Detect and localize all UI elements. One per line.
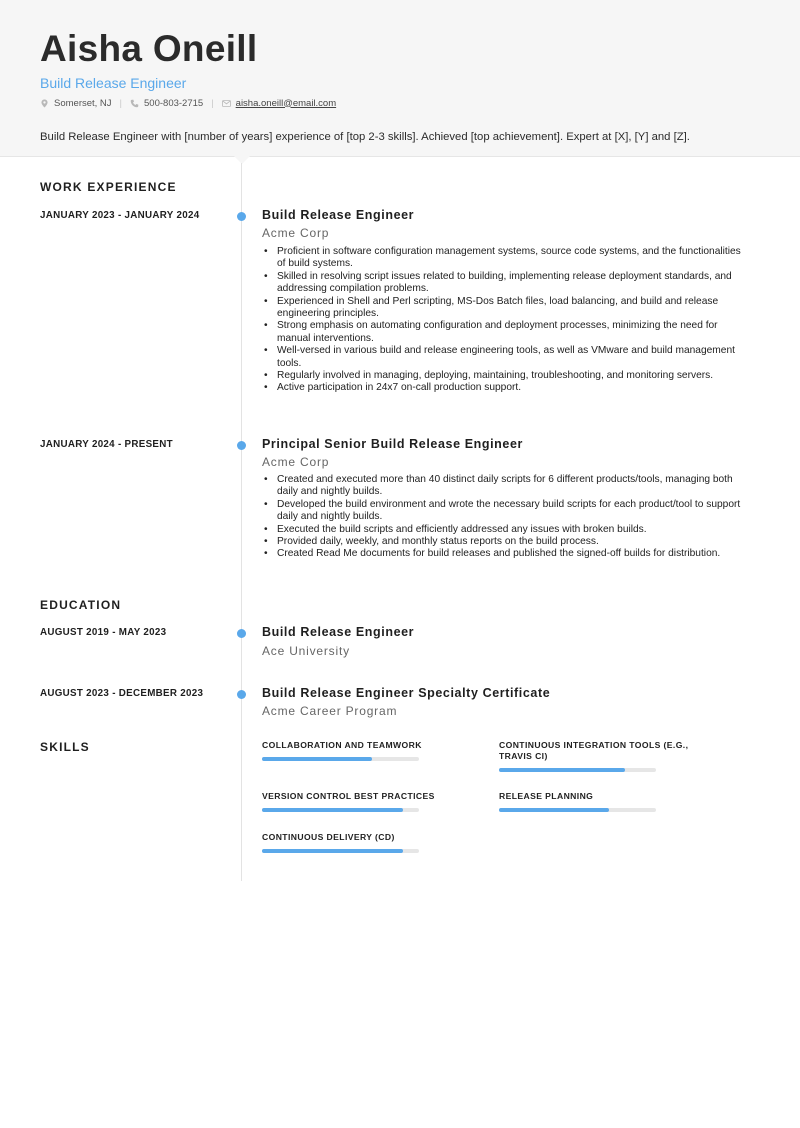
list-item: • Created and executed more than 40 distinct daily scripts for 6 different products/tools, managing both daily and nightly builds.: [262, 474, 744, 499]
timeline-line: [241, 163, 242, 881]
timeline-dot: [237, 690, 246, 699]
contact-separator: |: [211, 97, 214, 109]
list-item: • Well-versed in various build and release engineering tools, as well as VMware and build management tools.: [262, 345, 744, 370]
education-entry-2-title: Build Release Engineer Specialty Certificate: [262, 686, 551, 700]
education-entry-1-school: Ace University: [262, 644, 350, 658]
work-entry-2-bullets: [262, 474, 744, 561]
phone-text: 500-803-2715: [144, 97, 204, 109]
location-pin-icon: [40, 99, 49, 108]
candidate-name: Aisha Oneill: [40, 28, 258, 69]
skill-level-fill: [499, 808, 609, 812]
work-experience-heading: WORK EXPERIENCE: [40, 180, 177, 194]
list-item: • Active participation in 24x7 on-call production support.: [262, 382, 744, 394]
skill-level-fill: [262, 757, 372, 761]
skill-level-bar: [262, 808, 419, 812]
list-item: • Skilled in resolving script issues related to building, implementing release deployment standards, and addressing compilation problems.: [262, 271, 744, 296]
education-entry-2-dates: AUGUST 2023 - DECEMBER 2023: [40, 688, 204, 699]
skill-level-bar: [262, 849, 419, 853]
work-entry-2-dates: JANUARY 2024 - PRESENT: [40, 439, 173, 450]
candidate-role: Build Release Engineer: [40, 75, 187, 91]
skill-name: CONTINUOUS INTEGRATION TOOLS (E.G., TRAVIS CI): [499, 740, 689, 761]
skill-level-bar: [262, 757, 419, 761]
work-entry-1-dates: JANUARY 2023 - JANUARY 2024: [40, 210, 200, 221]
contact-email[interactable]: [222, 98, 336, 109]
resume-header: [0, 0, 800, 157]
list-item: • Provided daily, weekly, and monthly status reports on the build process.: [262, 536, 744, 548]
contact-location: [40, 98, 112, 109]
contact-separator: |: [119, 97, 123, 109]
list-item: • Executed the build scripts and efficiently addressed any issues with broken builds.: [262, 524, 744, 536]
email-link[interactable]: aisha.oneill@email.com: [235, 97, 337, 109]
skills-heading: SKILLS: [40, 740, 90, 754]
skill-level-fill: [262, 808, 403, 812]
skill-name: VERSION CONTROL BEST PRACTICES: [262, 791, 435, 801]
work-entry-2-title: Principal Senior Build Release Engineer: [262, 437, 523, 451]
timeline-dot: [237, 441, 246, 450]
skill-level-bar: [499, 768, 656, 772]
skill-name: RELEASE PLANNING: [499, 791, 594, 801]
skill-name: CONTINUOUS DELIVERY (CD): [262, 832, 395, 842]
list-item: • Experienced in Shell and Perl scripting, MS-Dos Batch files, load balancing, and build and release engineering principles.: [262, 296, 744, 321]
skill-item: [499, 791, 719, 802]
list-item: • Developed the build environment and wrote the necessary build scripts for each product/tool to support daily and nightly builds.: [262, 499, 744, 524]
education-heading: EDUCATION: [40, 598, 122, 612]
work-entry-1-title: Build Release Engineer: [262, 208, 415, 222]
timeline-dot: [237, 629, 246, 638]
skill-item: [262, 791, 482, 802]
timeline-dot: [237, 212, 246, 221]
professional-summary: Build Release Engineer with [number of years] experience of [top 2-3 skills]. Achieved [top achievement]. Expert at [X], [Y] and [Z].: [40, 131, 690, 143]
skill-item: [499, 740, 719, 762]
contact-phone: [130, 98, 203, 109]
header-notch: [234, 156, 250, 164]
work-entry-1-company: Acme Corp: [262, 226, 330, 240]
list-item: • Created Read Me documents for build releases and published the signed-off builds for distribution.: [262, 548, 744, 560]
list-item: • Proficient in software configuration management systems, source code systems, and the functionalities of build systems.: [262, 246, 744, 271]
work-entry-1-bullets: [262, 246, 744, 395]
skill-level-fill: [499, 768, 625, 772]
skill-level-bar: [499, 808, 656, 812]
list-item: • Strong emphasis on automating configuration and deployment processes, minimizing the need for manual interventions.: [262, 320, 744, 345]
skill-item: [262, 740, 482, 751]
skill-level-fill: [262, 849, 403, 853]
contact-info: [40, 96, 336, 110]
education-entry-2-school: Acme Career Program: [262, 704, 398, 718]
education-entry-1-title: Build Release Engineer: [262, 625, 415, 639]
location-text: Somerset, NJ: [54, 97, 112, 109]
phone-icon: [130, 99, 139, 108]
list-item: • Regularly involved in managing, deploying, maintaining, troubleshooting, and monitoring servers.: [262, 370, 744, 382]
envelope-icon: [222, 99, 231, 108]
education-entry-1-dates: AUGUST 2019 - MAY 2023: [40, 627, 167, 638]
work-entry-2-company: Acme Corp: [262, 455, 330, 469]
skill-item: [262, 832, 482, 843]
skill-name: COLLABORATION AND TEAMWORK: [262, 740, 422, 750]
